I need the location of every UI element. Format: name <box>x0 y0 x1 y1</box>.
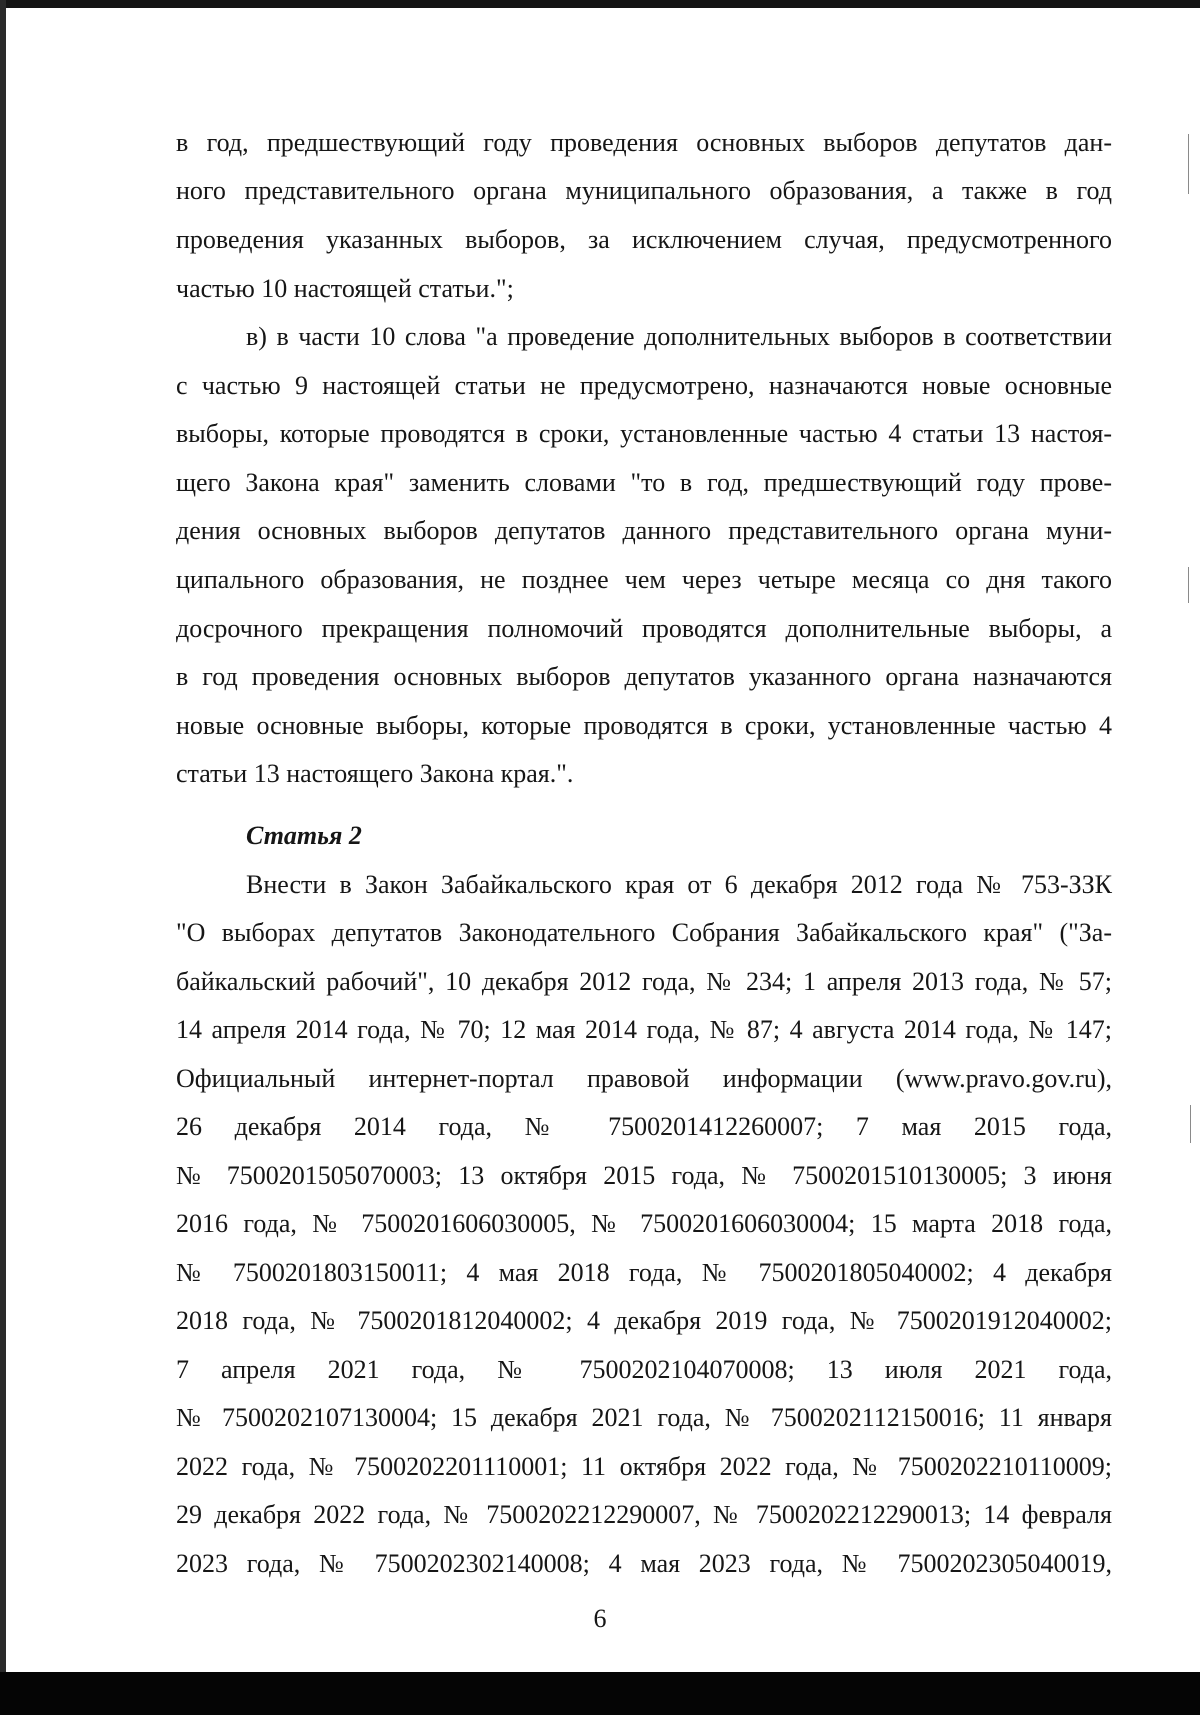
text-line: Официальный интернет-портал правовой информации (www.pravo.gov.ru), <box>176 1064 1112 1093</box>
page-number: 6 <box>593 1604 607 1633</box>
text-line: новые основные выборы, которые проводятся в сроки, установленные частью 4 <box>176 711 1112 740</box>
text-line: "О выборах депутатов Законодательного Собрания Забайкальского края" ("За- <box>176 918 1112 947</box>
text-line: Внести в Закон Забайкальского края от 6 декабря 2012 года № 753-ЗЗК <box>246 870 1112 899</box>
text-line: 26 декабря 2014 года, № 7500201412260007; 7 мая 2015 года, <box>176 1112 1112 1141</box>
text-line: № 7500201505070003; 13 октября 2015 года, № 7500201510130005; 3 июня <box>176 1161 1112 1190</box>
text-line: 2016 года, № 7500201606030005, № 7500201606030004; 15 марта 2018 года, <box>176 1209 1112 1238</box>
text-line: 2022 года, № 7500202201110001; 11 октября 2022 года, № 7500202210110009; <box>176 1452 1112 1481</box>
article-heading: Статья 2 <box>246 821 362 850</box>
text-line: байкальский рабочий", 10 декабря 2012 года, № 234; 1 апреля 2013 года, № 57; <box>176 967 1112 996</box>
text-line: дения основных выборов депутатов данного представительного органа муни- <box>176 516 1112 545</box>
text-line: выборы, которые проводятся в сроки, установленные частью 4 статьи 13 настоя- <box>176 419 1112 448</box>
text-line: с частью 9 настоящей статьи не предусмотрено, назначаются новые основные <box>176 371 1112 400</box>
text-line: 14 апреля 2014 года, № 70; 12 мая 2014 года, № 87; 4 августа 2014 года, № 147; <box>176 1015 1112 1044</box>
text-line: ного представительного органа муниципального образования, а также в год <box>176 176 1112 205</box>
text-line: № 7500201803150011; 4 мая 2018 года, № 7500201805040002; 4 декабря <box>176 1258 1112 1287</box>
text-line: в) в части 10 слова "а проведение дополнительных выборов в соответствии <box>246 322 1112 351</box>
scan-border-bottom <box>0 1672 1200 1715</box>
text-line: 7 апреля 2021 года, № 7500202104070008; 13 июля 2021 года, <box>176 1355 1112 1384</box>
text-line: щего Закона края" заменить словами "то в год, предшествующий году прове- <box>176 468 1112 497</box>
text-line: статьи 13 настоящего Закона края.". <box>176 759 574 788</box>
text-line: досрочного прекращения полномочий проводятся дополнительные выборы, а <box>176 614 1112 643</box>
text-line: в год, предшествующий году проведения основных выборов депутатов дан- <box>176 128 1112 157</box>
text-line: 2023 года, № 7500202302140008; 4 мая 2023 года, № 7500202305040019, <box>176 1549 1112 1578</box>
text-line: частью 10 настоящей статьи."; <box>176 274 514 303</box>
text-line: № 7500202107130004; 15 декабря 2021 года, № 7500202112150016; 11 января <box>176 1403 1112 1432</box>
text-line: проведения указанных выборов, за исключением случая, предусмотренного <box>176 225 1112 254</box>
text-line: 2018 года, № 7500201812040002; 4 декабря 2019 года, № 7500201912040002; <box>176 1306 1112 1335</box>
text-line: ципального образования, не позднее чем через четыре месяца со дня такого <box>176 565 1112 594</box>
text-line: 29 декабря 2022 года, № 7500202212290007, № 7500202212290013; 14 февраля <box>176 1500 1112 1529</box>
text-line: в год проведения основных выборов депутатов указанного органа назначаются <box>176 662 1112 691</box>
